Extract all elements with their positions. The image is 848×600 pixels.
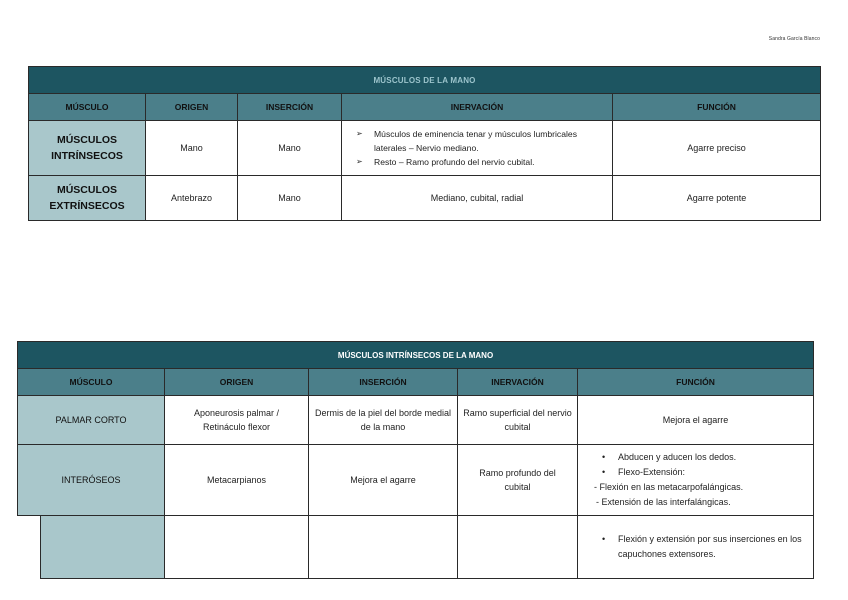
function-cell: Agarre potente (613, 176, 821, 221)
table-row (18, 396, 814, 445)
function-bullet: • Abducen y aducen los dedos. (598, 450, 805, 465)
header-origin: ORIGEN (165, 369, 309, 396)
innervation-item: ➢ Resto – Ramo profundo del nervio cubital. (374, 155, 598, 169)
function-dash-item: - Flexión en las metacarpofalángicas. (594, 482, 744, 492)
header-function: FUNCIÓN (613, 94, 821, 121)
function-cell (578, 445, 814, 516)
table-row (29, 176, 821, 221)
header-function: FUNCIÓN (578, 369, 814, 396)
origin-text: Aponeurosis palmar / Retináculo flexor (193, 408, 280, 432)
muscle-cell (41, 516, 165, 579)
header-muscle: MÚSCULO (18, 369, 165, 396)
muscle-cell: INTERÓSEOS (18, 445, 165, 516)
innervation-cell (458, 445, 578, 516)
header-insertion: INSERCIÓN (238, 94, 342, 121)
blank-cell (18, 516, 41, 579)
header-insertion: INSERCIÓN (309, 369, 458, 396)
table2-title: MÚSCULOS INTRÍNSECOS DE LA MANO (18, 342, 814, 369)
innervation-cell: Mediano, cubital, radial (342, 176, 613, 221)
function-bullet: • Flexión y extensión por sus inserciones en los capuchones extensores. (598, 532, 805, 562)
origin-cell (165, 516, 309, 579)
muscle-cell (29, 121, 146, 176)
innervation-item: ➢ Músculos de eminencia tenar y músculos lumbricales laterales – Nervio mediano. (374, 127, 598, 155)
muscle-label: MÚSCULOS INTRÍNSECOS (51, 134, 123, 162)
insertion-cell: Mano (238, 176, 342, 221)
innervation-cell (458, 516, 578, 579)
insertion-text: Dermis de la piel del borde medial de la mano (314, 408, 452, 432)
function-cell: Mejora el agarre (578, 396, 814, 445)
origin-cell: Metacarpianos (165, 445, 309, 516)
insertion-cell (309, 516, 458, 579)
header-innervation: INERVACIÓN (342, 94, 613, 121)
insertion-cell: Mano (238, 121, 342, 176)
innervation-cell (458, 396, 578, 445)
header-origin: ORIGEN (146, 94, 238, 121)
innervation-text: Ramo superficial del nervio cubital (463, 408, 572, 432)
function-cell (578, 516, 814, 579)
table-row (18, 516, 814, 579)
insertion-cell (309, 396, 458, 445)
origin-cell: Antebrazo (146, 176, 238, 221)
muscles-of-hand-table (28, 66, 821, 221)
innervation-text: Ramo profundo del cubital (479, 468, 556, 492)
table-row (29, 121, 821, 176)
origin-cell (165, 396, 309, 445)
function-dash-item: - Extensión de las interfalángicas. (596, 497, 731, 507)
header-innervation: INERVACIÓN (458, 369, 578, 396)
author-name: Sandra García Blanco (768, 36, 820, 42)
muscle-label: MÚSCULOS EXTRÍNSECOS (49, 184, 125, 212)
muscle-cell (29, 176, 146, 221)
muscle-cell: PALMAR CORTO (18, 396, 165, 445)
intrinsic-muscles-table (17, 341, 814, 579)
table-row (18, 445, 814, 516)
function-bullet: • Flexo-Extensión: (598, 465, 805, 480)
table1-title: MÚSCULOS DE LA MANO (29, 67, 821, 94)
header-muscle: MÚSCULO (29, 94, 146, 121)
insertion-cell: Mejora el agarre (309, 445, 458, 516)
origin-cell: Mano (146, 121, 238, 176)
innervation-cell (342, 121, 613, 176)
function-cell: Agarre preciso (613, 121, 821, 176)
